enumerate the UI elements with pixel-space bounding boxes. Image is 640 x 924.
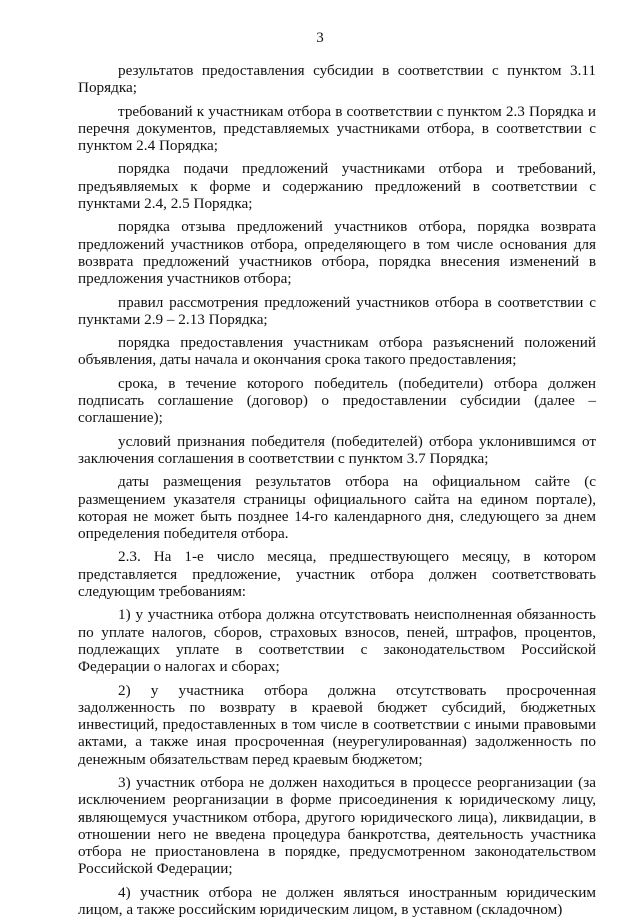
paragraph-requirement-1: 1) у участника отбора должна отсутствовать неисполненная обязанность по уплате налогов, сборов, страховых взносов, пеней, штрафов, процентов, подлежащих уплате в соответствии с законодательством Российской Федерации о налогах и сборах; [78, 606, 596, 676]
page-number: 3 [316, 30, 324, 46]
paragraph-withdrawal-procedure: порядка отзыва предложений участников отбора, порядка возврата предложений участников отбора, определяющего в том числе основания для возврата предложений участников отбора, порядка внесения изменений в предложения участников отбора; [78, 218, 596, 288]
paragraph-results-date: даты размещения результатов отбора на официальном сайте (с размещением указателя страницы официального сайта на едином портале), которая не может быть позднее 14-го календарного дня, следующего за днем определения победителя отбора. [78, 473, 596, 543]
paragraph-agreement-term: срока, в течение которого победитель (победители) отбора должен подписать соглашение (договор) о предоставлении субсидии (далее – соглашение); [78, 374, 596, 427]
paragraph-participant-requirements: требований к участникам отбора в соответствии с пунктом 2.3 Порядка и перечня документов, представляемых участниками отбора, в соответствии с пунктом 2.4 Порядка; [78, 102, 596, 155]
paragraph-requirement-4: 4) участник отбора не должен являться иностранным юридическим лицом, а также российским юридическим лицом, в уставном (складочном) [78, 883, 596, 919]
paragraph-requirement-2: 2) у участника отбора должна отсутствовать просроченная задолженность по возврату в краевой бюджет субсидий, бюджетных инвестиций, предоставленных в том числе в соответствии с иными правовыми актами, а также иная просроченная (неурегулированная) задолженность по денежным обязательствам перед краевым бюджетом; [78, 681, 596, 768]
paragraph-review-rules: правил рассмотрения предложений участников отбора в соответствии с пунктами 2.9 – 2.13 Порядка; [78, 293, 596, 328]
paragraph-clarification-procedure: порядка предоставления участникам отбора разъяснений положений объявления, даты начала и окончания срока такого предоставления; [78, 334, 596, 369]
document-body [78, 62, 596, 924]
paragraph-section-2-3: 2.3. На 1-е число месяца, предшествующего месяцу, в котором представляется предложение, участник отбора должен соответствовать следующим требованиям: [78, 548, 596, 601]
paragraph-subsidy-results: результатов предоставления субсидии в соответствии с пунктом 3.11 Порядка; [78, 62, 596, 97]
paragraph-requirement-3: 3) участник отбора не должен находиться в процессе реорганизации (за исключением реорганизации в форме присоединения к юридическому лицу, являющемуся участником отбора, другого юридического лица), ликвидации, в отношении него не введена процедура банкротства, деятельность участника отбора не приостановлена в порядке, предусмотренном законодательством Российской Федерации; [78, 773, 596, 878]
paragraph-submission-procedure: порядка подачи предложений участниками отбора и требований, предъявляемых к форме и содержанию предложений в соответствии с пунктами 2.4, 2.5 Порядка; [78, 160, 596, 213]
paragraph-evasion-conditions: условий признания победителя (победителей) отбора уклонившимся от заключения соглашения в соответствии с пунктом 3.7 Порядка; [78, 432, 596, 467]
